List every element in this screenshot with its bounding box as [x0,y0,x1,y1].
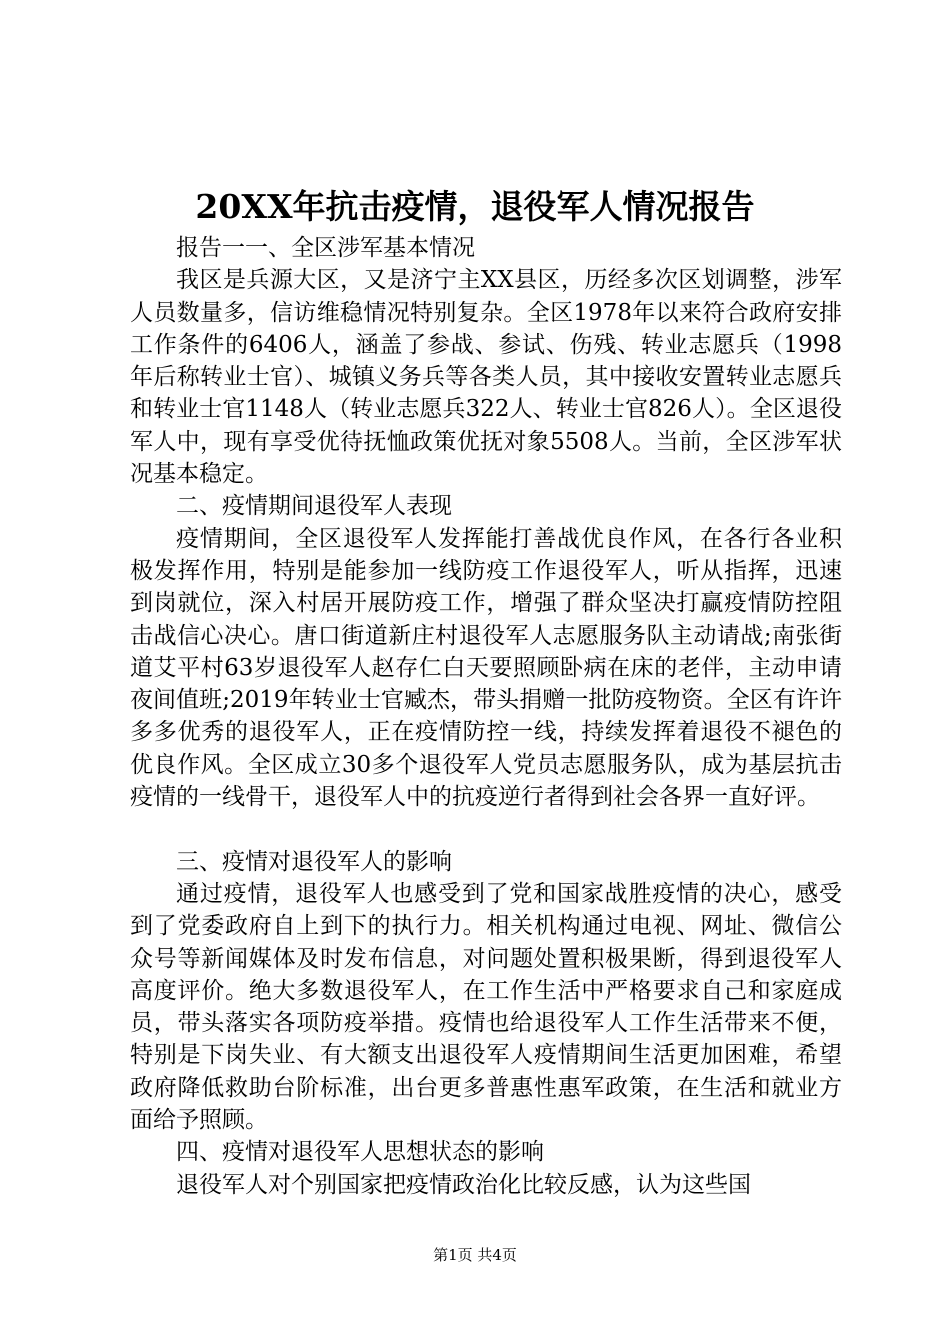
document-body [130,232,842,1201]
paragraph-section-2-body: 疫情期间，全区退役军人发挥能打善战优良作风，在各行各业积极发挥作用，特别是能参加一线防疫工作退役军人，听从指挥，迅速到岗就位，深入村居开展防疫工作，增强了群众坚决打赢疫情防控阻击战信心决心。唐口街道新庄村退役军人志愿服务队主动请战;南张街道艾平村63岁退役军人赵存仁白天要照顾卧病在床的老伴，主动申请夜间值班;2019年转业士官臧杰，带头捐赠一批防疫物资。全区有许许多多优秀的退役军人，正在疫情防控一线，持续发挥着退役不褪色的优良作风。全区成立30多个退役军人党员志愿服务队，成为基层抗击疫情的一线骨干，退役军人中的抗疫逆行者得到社会各界一直好评。 [130,525,842,811]
paragraph-section-1-heading: 报告一一、全区涉军基本情况 [176,235,475,261]
paragraph-section-4-heading: 四、疫情对退役军人思想状态的影响 [176,1139,544,1166]
paragraph-section-2-heading: 二、疫情期间退役军人表现 [176,493,452,520]
paragraph-section-3-heading: 三、疫情对退役军人的影响 [176,848,452,875]
page-number-footer: 第1页 共4页 [433,1246,517,1264]
document-title: 20XX年抗击疫情，退役军人情况报告 [195,187,755,226]
blank-line [130,813,842,845]
paragraph-section-3-body: 通过疫情，退役军人也感受到了党和国家战胜疫情的决心，感受到了党委政府自上到下的执行力。相关机构通过电视、网址、微信公众号等新闻媒体及时发布信息，对问题处置积极果断，得到退役军人高度评价。绝大多数退役军人，在工作生活中严格要求自己和家庭成员，带头落实各项防疫举措。疫情也给退役军人工作生活带来不便，特别是下岗失业、有大额支出退役军人疫情期间生活更加困难，希望政府降低救助台阶标准，出台更多普惠性惠军政策，在生活和就业方面给予照顾。 [130,880,842,1134]
paragraph-section-1-body: 我区是兵源大区，又是济宁主XX县区，历经多次区划调整，涉军人员数量多，信访维稳情况特别复杂。全区1978年以来符合政府安排工作条件的6406人，涵盖了参战、参试、伤残、转业志愿兵（1998年后称转业士官）、城镇义务兵等各类人员，其中接收安置转业志愿兵和转业士官1148人（转业志愿兵322人、转业士官826人）。全区退役军人中，现有享受优待抚恤政策优抚对象5508人。当前，全区涉军状况基本稳定。 [130,267,842,488]
paragraph-section-4-body: 退役军人对个别国家把疫情政治化比较反感，认为这些国 [176,1171,751,1198]
